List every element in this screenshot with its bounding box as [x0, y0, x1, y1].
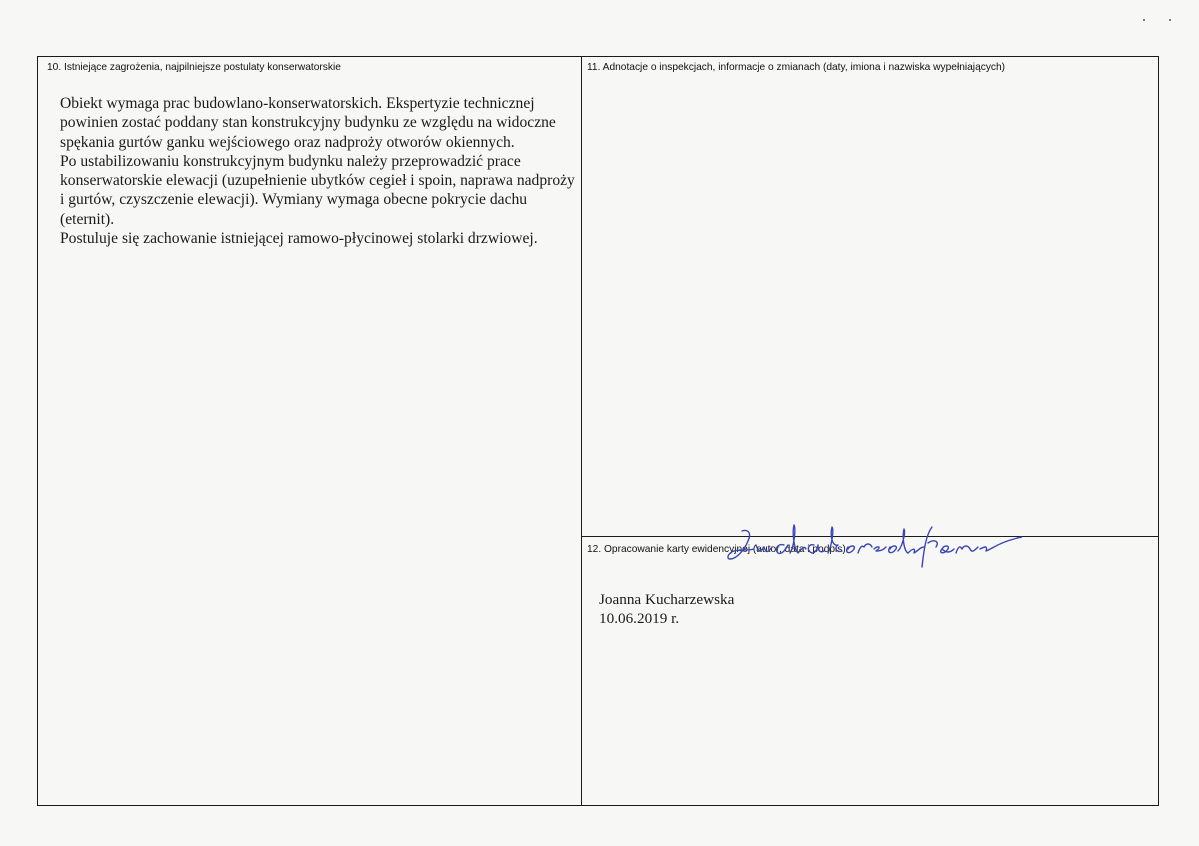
section-12-label: 12. Opracowanie karty ewidencyjnej (autor, data i podpis) [587, 544, 846, 555]
column-divider [581, 57, 582, 805]
paragraph-1: Obiekt wymaga prac budowlano-konserwatorskich. Ekspertyzie technicznej powinien zostać poddany stan konstrukcyjny budynku ze względu na widoczne spękania gurtów ganku wejściowego oraz nadproży otworów okiennych. [60, 95, 556, 151]
form-grid [37, 56, 1159, 806]
section-10-content [60, 94, 580, 248]
author-date: 10.06.2019 r. [599, 610, 680, 627]
author-block [599, 590, 734, 628]
scan-dot [1169, 19, 1171, 21]
paragraph-3: Postuluje się zachowanie istniejącej ramowo-płycinowej stolarki drzwiowej. [60, 230, 538, 248]
handwritten-signature [722, 519, 1022, 569]
section-10-label: 10. Istniejące zagrożenia, najpilniejsze postulaty konserwatorskie [47, 62, 341, 73]
scan-dot [1143, 19, 1145, 21]
section-11-label: 11. Adnotacje o inspekcjach, informacje o zmianach (daty, imiona i nazwiska wypełniających) [587, 62, 1006, 73]
paragraph-2: Po ustabilizowaniu konstrukcyjnym budynku należy przeprowadzić prace konserwatorskie elewacji (uzupełnienie ubytków cegieł i spoin, naprawa nadproży i gurtów, czyszczenie elewacji). Wymiany wymaga obecne pokrycie dachu (eternit). [60, 152, 575, 228]
author-name: Joanna Kucharzewska [599, 591, 735, 608]
